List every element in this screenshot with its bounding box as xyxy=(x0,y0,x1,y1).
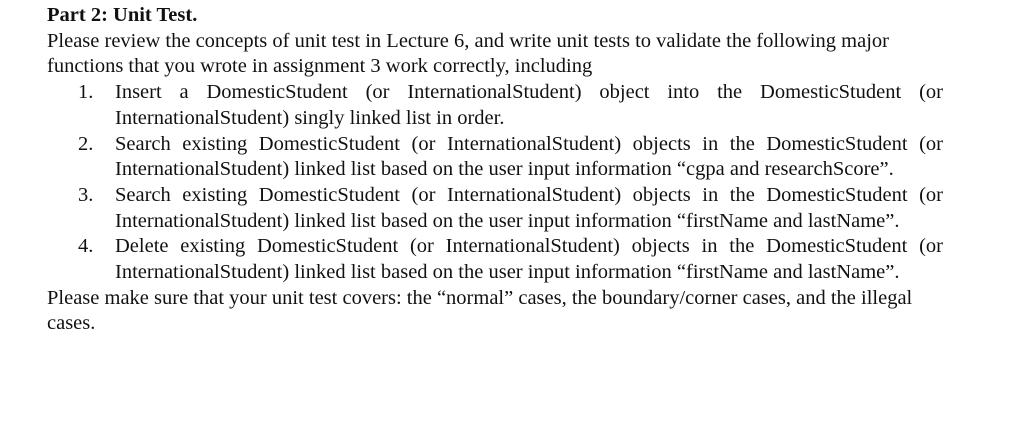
closing-paragraph: Please make sure that your unit test covers: the “normal” cases, the boundary/corner cases, and the illegal cases. xyxy=(47,286,913,335)
list-item xyxy=(78,234,943,285)
list-item xyxy=(78,80,943,131)
list-item-number: 4. xyxy=(78,235,94,258)
list-item-number: 1. xyxy=(78,81,94,104)
section-heading: Part 2: Unit Test. xyxy=(47,4,198,26)
list-item-number: 3. xyxy=(78,183,94,206)
list-item xyxy=(78,132,943,183)
list-item-number: 2. xyxy=(78,132,94,155)
list-item-text: Search existing DomesticStudent (or InternationalStudent) objects in the DomesticStudent (or InternationalStudent) linked list based on the user input information “cgpa and researchScore”. xyxy=(115,132,943,181)
list-item-text: Search existing DomesticStudent (or InternationalStudent) objects in the DomesticStudent (or InternationalStudent) linked list based on the user input information “firstName and lastName”. xyxy=(115,183,943,232)
list-item xyxy=(78,183,943,234)
document-page xyxy=(47,3,943,337)
list-item-text: Insert a DomesticStudent (or InternationalStudent) object into the DomesticStudent (or InternationalStudent) singly linked list in order. xyxy=(115,81,943,129)
task-list xyxy=(47,80,943,286)
intro-paragraph: Please review the concepts of unit test in Lecture 6, and write unit tests to validate the following major functions that you wrote in assignment 3 work correctly, including xyxy=(47,29,889,78)
list-item-text: Delete existing DomesticStudent (or InternationalStudent) objects in the DomesticStudent (or InternationalStudent) linked list based on the user input information “firstName and lastName”. xyxy=(115,235,943,284)
